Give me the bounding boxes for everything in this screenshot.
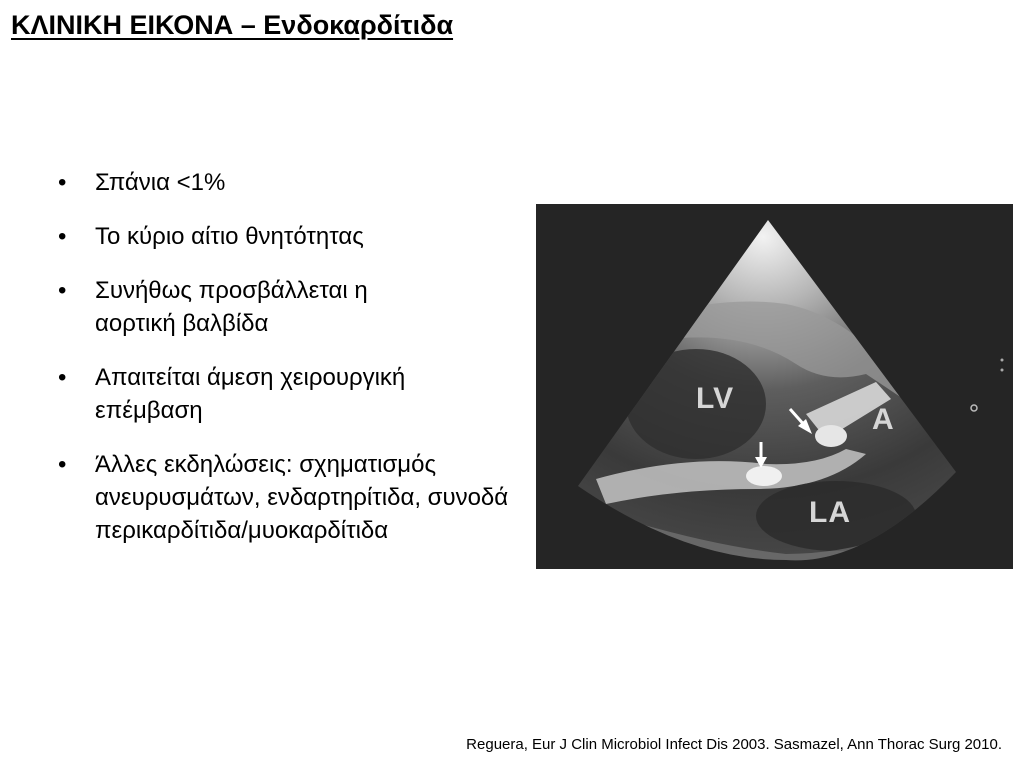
bullet-item xyxy=(58,448,528,547)
slide-title: ΚΛΙΝΙΚΗ ΕΙΚΟΝΑ – Ενδοκαρδίτιδα xyxy=(11,10,454,40)
bullet-dot: • xyxy=(58,277,67,304)
label-la: LA xyxy=(809,496,851,529)
bullet-text: Απαιτείται άμεση χειρουργική επέμβαση xyxy=(95,364,406,424)
bullet-item xyxy=(58,361,495,427)
label-a: A xyxy=(872,403,895,436)
bullet-item xyxy=(58,274,435,340)
bullet-dot: • xyxy=(58,451,67,478)
bullet-item xyxy=(58,220,528,253)
bullet-text: Σπάνια <1% xyxy=(95,169,226,196)
bullet-item xyxy=(58,166,528,199)
reference-citation: Reguera, Eur J Clin Microbiol Infect Dis 2003. Sasmazel, Ann Thorac Surg 2010. xyxy=(466,736,1002,753)
echo-scan-graphic xyxy=(536,204,1013,569)
bullet-dot: • xyxy=(58,169,67,196)
bullet-text: Συνήθως προσβάλλεται η αορτική βαλβίδα xyxy=(95,277,368,337)
bullet-dot: • xyxy=(58,364,67,391)
bullet-list xyxy=(58,166,528,568)
bullet-text: Το κύριο αίτιο θνητότητας xyxy=(95,223,364,250)
label-lv: LV xyxy=(696,382,735,415)
echocardiogram-image xyxy=(536,204,1013,569)
bullet-dot: • xyxy=(58,223,67,250)
bullet-text: Άλλες εκδηλώσεις: σχηματισμός ανευρυσμάτων, ενδαρτηρίτιδα, συνοδά περικαρδίτιδα/μυοκαρδίτιδα xyxy=(95,451,509,544)
